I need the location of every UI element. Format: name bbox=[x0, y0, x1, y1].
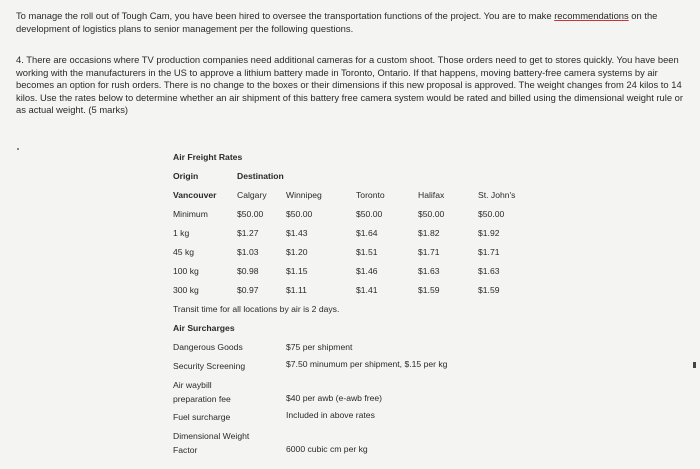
rate-cell: $50.00 bbox=[286, 209, 313, 219]
rate-cell: $1.15 bbox=[286, 266, 308, 276]
edge-mark bbox=[693, 362, 696, 368]
rate-cell: $1.43 bbox=[286, 228, 308, 238]
rates-title: Air Freight Rates bbox=[173, 152, 243, 162]
surcharge-label: Factor bbox=[173, 445, 198, 455]
surcharge-label: Dimensional Weight bbox=[173, 431, 250, 441]
rate-cell: $1.03 bbox=[237, 247, 259, 257]
rate-cell: $1.59 bbox=[478, 285, 500, 295]
surcharge-value: $75 per shipment bbox=[286, 342, 353, 352]
surcharge-value: $40 per awb (e-awb free) bbox=[286, 393, 383, 403]
dest-st-johns: St. John's bbox=[478, 190, 516, 200]
row-weight-label: 45 kg bbox=[173, 247, 195, 257]
rate-cell: $50.00 bbox=[237, 209, 264, 219]
intro-text-1: To manage the roll out of Tough Cam, you have been hired to oversee the transportation functions of the project. You are to make bbox=[16, 10, 555, 21]
rate-cell: $0.98 bbox=[237, 266, 259, 276]
surcharge-value: 6000 cubic cm per kg bbox=[286, 444, 368, 454]
surcharge-value: $7.50 minumum per shipment, $.15 per kg bbox=[286, 359, 448, 369]
rate-cell: $1.20 bbox=[286, 247, 308, 257]
surcharge-label: Fuel surcharge bbox=[173, 412, 231, 422]
rate-cell: $1.82 bbox=[418, 228, 440, 238]
surcharge-label: Dangerous Goods bbox=[173, 342, 243, 352]
row-weight-label: 1 kg bbox=[173, 228, 190, 238]
origin-city: Vancouver bbox=[173, 190, 217, 200]
rate-cell: $50.00 bbox=[356, 209, 383, 219]
row-weight-label: 300 kg bbox=[173, 285, 199, 295]
rate-cell: $1.41 bbox=[356, 285, 378, 295]
surcharge-label: preparation fee bbox=[173, 394, 231, 404]
dest-toronto: Toronto bbox=[356, 190, 385, 200]
row-weight-label: Minimum bbox=[173, 209, 208, 219]
rate-cell: $1.63 bbox=[418, 266, 440, 276]
intro-underlined-word: recommendations bbox=[554, 10, 629, 21]
dest-winnipeg: Winnipeg bbox=[286, 190, 322, 200]
transit-note: Transit time for all locations by air is 2 days. bbox=[173, 304, 340, 314]
surcharges-title: Air Surcharges bbox=[173, 323, 235, 333]
row-weight-label: 100 kg bbox=[173, 266, 199, 276]
dest-calgary: Calgary bbox=[237, 190, 267, 200]
dest-halifax: Halifax bbox=[418, 190, 445, 200]
surcharge-value: Included in above rates bbox=[286, 410, 375, 420]
surcharge-label: Security Screening bbox=[173, 361, 246, 371]
rate-cell: $1.92 bbox=[478, 228, 500, 238]
question-4: 4. There are occasions where TV production companies need additional cameras for a custom shoot. Those orders need to get to stores quickly. You have been working with the manufacturers in the US to approve a lithium battery made in Toronto, Ontario. If that happens, moving battery-free camera systems by air becomes an option for rush orders. There is no change to the boxes or their dimensions if this new proposal is approved. The weight changes from 24 kilos to 14 kilos. Use the rates below to determine whether an air shipment of this battery free camera system would be rated and billed using the dimensional weight rule or as actual weight. (5 marks) bbox=[16, 54, 684, 115]
rate-cell: $1.63 bbox=[478, 266, 500, 276]
origin-label: Origin bbox=[173, 171, 199, 181]
rate-cell: $1.59 bbox=[418, 285, 440, 295]
rate-cell: $1.64 bbox=[356, 228, 378, 238]
rate-cell: $50.00 bbox=[418, 209, 445, 219]
intro-text-2: on the development of logistics plans to senior management per the following questions. bbox=[16, 10, 658, 34]
rate-cell: $1.51 bbox=[356, 247, 378, 257]
rate-cell: $50.00 bbox=[478, 209, 505, 219]
rate-cell: $1.11 bbox=[286, 285, 307, 295]
rate-cell: $0.97 bbox=[237, 285, 259, 295]
rate-cell: $1.27 bbox=[237, 228, 259, 238]
destination-label: Destination bbox=[237, 171, 284, 181]
rate-cell: $1.71 bbox=[418, 247, 440, 257]
rate-cell: $1.71 bbox=[478, 247, 500, 257]
surcharge-label: Air waybill bbox=[173, 380, 212, 390]
rate-cell: $1.46 bbox=[356, 266, 378, 276]
